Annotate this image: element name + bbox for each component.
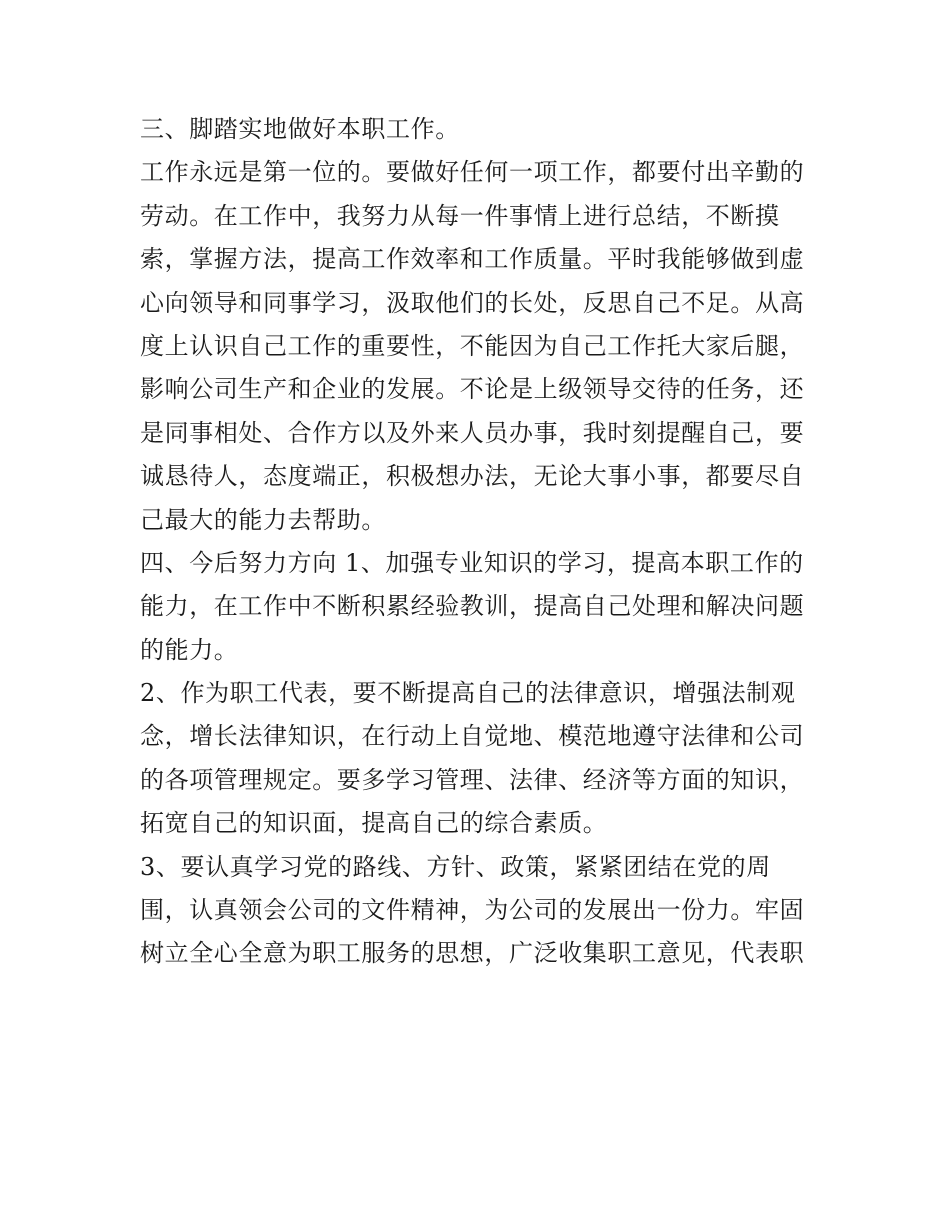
- paragraph-line: 的能力。: [140, 635, 239, 664]
- document-body: [140, 108, 820, 976]
- section-heading-4: 四、今后努力方向 1、加强专业知识的学习，提高本职工作的: [140, 548, 804, 577]
- paragraph-line: 树立全心全意为职工服务的思想，广泛收集职工意见，代表职: [140, 939, 805, 968]
- paragraph-line: 的各项管理规定。要多学习管理、法律、经济等方面的知识，: [140, 765, 805, 794]
- paragraph-line: 是同事相处、合作方以及外来人员办事，我时刻提醒自己，要: [140, 418, 805, 447]
- paragraph-line: 围，认真领会公司的文件精神，为公司的发展出一份力。牢固: [140, 896, 805, 925]
- paragraph-line: 心向领导和同事学习，汲取他们的长处，反思自己不足。从高: [140, 288, 805, 317]
- section-heading-3: 三、脚踏实地做好本职工作。: [140, 115, 460, 143]
- paragraph-line: 能力，在工作中不断积累经验教训，提高自己处理和解决问题: [140, 592, 805, 621]
- paragraph-line: 度上认识自己工作的重要性，不能因为自己工作托大家后腿，: [140, 331, 805, 360]
- list-item-3: 3、要认真学习党的路线、方针、政策，紧紧团结在党的周: [140, 852, 771, 881]
- paragraph-line: 工作永远是第一位的。要做好任何一项工作，都要付出辛勤的: [140, 158, 805, 187]
- paragraph-line: 劳动。在工作中，我努力从每一件事情上进行总结，不断摸: [140, 201, 780, 230]
- paragraph-line: 己最大的能力去帮助。: [140, 505, 386, 534]
- paragraph-line: 念，增长法律知识，在行动上自觉地、模范地遵守法律和公司: [140, 722, 805, 751]
- paragraph-line: 诚恳待人，态度端正，积极想办法，无论大事小事，都要尽自: [140, 462, 805, 491]
- list-item-2: 2、作为职工代表，要不断提高自己的法律意识，增强法制观: [140, 679, 796, 708]
- paragraph-line: 拓宽自己的知识面，提高自己的综合素质。: [140, 809, 608, 838]
- paragraph-line: 索，掌握方法，提高工作效率和工作质量。平时我能够做到虚: [140, 245, 805, 274]
- paragraph-line: 影响公司生产和企业的发展。不论是上级领导交待的任务，还: [140, 375, 805, 404]
